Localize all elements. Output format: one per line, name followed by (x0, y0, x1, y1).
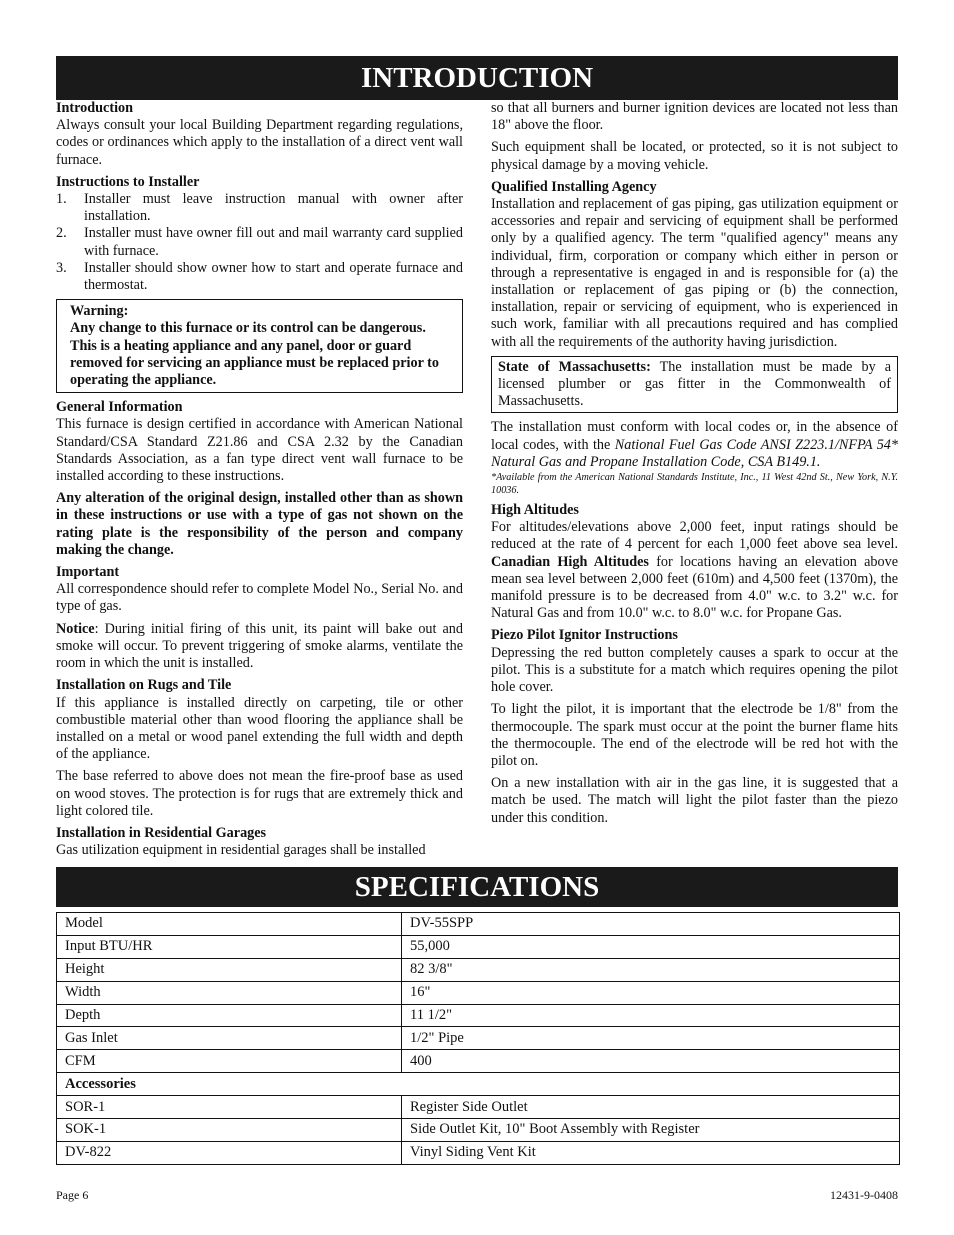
notice-label: Notice (56, 620, 95, 637)
spec-label: Input BTU/HR (57, 935, 402, 958)
piezo-text-2: To light the pilot, it is important that the electrode be 1/8" from the thermocouple. The spark must occur at the point the burner flame hits the thermocouple. The end of the electrode will be red hot with the pilot on. (491, 701, 898, 769)
general-text: This furnace is design certified in accordance with American National Standard/CSA Standard Z21.86 and CSA 2.32 by the Canadian Standards Association, as a fan type direct vent wall furnace to be installed according to these instructions. (56, 416, 463, 485)
garages-text-continued: so that all burners and burner ignition devices are located not less than 18" above the floor. (491, 100, 898, 134)
spec-value: 55,000 (402, 935, 900, 958)
garages-text-2: Such equipment shall be located, or protected, so it is not subject to physical damage by a moving vehicle. (491, 139, 898, 173)
rugs-text-2: The base referred to above does not mean the fire-proof base as used on wood stoves. The protection is for rugs that are extremely thick and light colored tile. (56, 768, 463, 819)
table-row (57, 935, 900, 958)
introduction-banner: INTRODUCTION (56, 56, 898, 100)
spec-label: Depth (57, 1004, 402, 1027)
list-number: 2. (56, 225, 67, 242)
rugs-heading: Installation on Rugs and Tile (56, 677, 232, 694)
rugs-text-1: If this appliance is installed directly on carpeting, tile or other combustible material other than wood flooring the appliance shall be installed on a metal or wood panel extending the full width and depth of the appliance. (56, 694, 463, 763)
altitudes-paragraph (491, 519, 898, 622)
introduction-text: Always consult your local Building Department regarding regulations, codes or ordinances which apply to the installation of a direct vent wall furnace. (56, 117, 463, 168)
spec-label: Model (57, 913, 402, 936)
accessory-code: SOK-1 (57, 1119, 402, 1142)
list-number: 3. (56, 259, 67, 276)
accessory-description: Register Side Outlet (402, 1096, 900, 1119)
table-row (57, 913, 900, 936)
spec-value: DV-55SPP (402, 913, 900, 936)
table-row (57, 1004, 900, 1027)
spec-label: Gas Inlet (57, 1027, 402, 1050)
canadian-label: Canadian High Altitudes (491, 553, 649, 570)
introduction-heading: Introduction (56, 100, 133, 116)
qualified-text: Installation and replacement of gas piping, gas utilization equipment or accessories and repair and servicing of equipment shall be performed only by a qualified agency. The term "qualified agency" means any individual, firm, corporation or company which either in person or through a representative is engaged in and is responsible for (a) the installation or replacement of gas piping or (b) the connection, installation, repair or servicing of equipment, who is experienced in such work, familiar with all precautions required and has complied with all the requirements of the authority having jurisdiction. (491, 196, 898, 350)
page-number: Page 6 (56, 1188, 89, 1202)
accessory-description: Side Outlet Kit, 10" Boot Assembly with Register (402, 1119, 900, 1142)
important-heading: Important (56, 564, 120, 581)
altitudes-text-2: for locations having an elevation above mean sea level between 2,000 feet (610m) and 4,500 feet (1370m), the manifold pressure is to be decreased from 4.0" w.c. to 3.2" w.c. for Natural Gas and from 10.0" w.c. to 8.0" w.c. for Propane Gas. (491, 553, 898, 622)
table-row (57, 958, 900, 981)
specifications-banner: SPECIFICATIONS (56, 867, 898, 907)
piezo-heading: Piezo Pilot Ignitor Instructions (491, 627, 678, 644)
list-item (56, 191, 463, 225)
spec-value: 11 1/2" (402, 1004, 900, 1027)
massachusetts-text: The installation must be made by a licensed plumber or gas fitter in the Commonwealth of Massachusetts. (498, 358, 891, 410)
notice-paragraph (56, 621, 463, 673)
installer-list (56, 191, 463, 294)
right-column (491, 100, 898, 832)
list-item (56, 225, 463, 259)
table-row (57, 1119, 900, 1142)
warning-box (56, 299, 463, 393)
alteration-text: Any alteration of the original design, installed other than as shown in these instructions or use with a type of gas not shown on the rating plate is the responsibility of the person and company making the change. (56, 490, 463, 558)
installer-heading: Instructions to Installer (56, 173, 200, 190)
accessory-code: DV-822 (57, 1141, 402, 1164)
table-row (57, 1050, 900, 1073)
piezo-text-1: Depressing the red button completely causes a spark to occur at the pilot. This is a substitute for a match which requires opening the pilot hole cover. (491, 644, 898, 696)
important-text: All correspondence should refer to complete Model No., Serial No. and type of gas. (56, 581, 463, 615)
list-text: Installer must have owner fill out and mail warranty card supplied with furnace. (84, 225, 463, 259)
table-row (57, 981, 900, 1004)
massachusetts-paragraph (498, 359, 891, 411)
accessories-heading: Accessories (57, 1073, 900, 1096)
table-row (57, 1073, 900, 1096)
altitudes-heading: High Altitudes (491, 502, 579, 519)
spec-label: Width (57, 981, 402, 1004)
table-row (57, 1141, 900, 1164)
spec-label: CFM (57, 1050, 402, 1073)
general-heading: General Information (56, 399, 183, 416)
accessory-code: SOR-1 (57, 1096, 402, 1119)
spec-label: Height (57, 958, 402, 981)
conform-paragraph (491, 419, 898, 471)
garages-text: Gas utilization equipment in residential garages shall be installed (56, 842, 426, 859)
piezo-text-3: On a new installation with air in the gas line, it is suggested that a match be used. The match will light the pilot faster than the piezo under this condition. (491, 775, 898, 826)
specifications-table (56, 912, 900, 1165)
footnote: *Available from the American National Standards Institute, Inc., 11 West 42nd St., New York, N.Y. 10036. (491, 472, 898, 497)
altitudes-text-1: For altitudes/elevations above 2,000 feet, input ratings should be reduced at the rate of 4 percent for each 1,000 feet above sea level. (491, 519, 898, 553)
spec-value: 16" (402, 981, 900, 1004)
conform-code: National Fuel Gas Code ANSI Z223.1/NFPA 54* Natural Gas and Propane Installation Code, CSA B149.1. (491, 436, 898, 470)
massachusetts-label: State of Massachusetts: (498, 358, 651, 375)
table-row (57, 1027, 900, 1050)
conform-text: The installation must conform with local codes or, in the absence of local codes, with the (491, 419, 898, 453)
notice-text: : During initial firing of this unit, its paint will bake out and smoke will occur. To prevent triggering of smoke alarms, ventilate the room in which the unit is installed. (56, 620, 463, 672)
table-row (57, 1096, 900, 1119)
spec-value: 1/2" Pipe (402, 1027, 900, 1050)
spec-value: 82 3/8" (402, 958, 900, 981)
spec-value: 400 (402, 1050, 900, 1073)
document-number: 12431-9-0408 (830, 1188, 898, 1202)
left-column (56, 100, 463, 864)
list-text: Installer must leave instruction manual with owner after installation. (84, 191, 463, 225)
list-number: 1. (56, 191, 67, 208)
warning-heading: Warning: (70, 303, 129, 320)
qualified-heading: Qualified Installing Agency (491, 178, 657, 195)
list-item (56, 260, 463, 294)
warning-text: Any change to this furnace or its control can be dangerous. This is a heating appliance and any panel, door or guard removed for servicing an appliance must be replaced prior to operating the appliance. (70, 320, 439, 389)
list-text: Installer should show owner how to start and operate furnace and thermostat. (84, 259, 463, 294)
garages-heading: Installation in Residential Garages (56, 824, 267, 841)
massachusetts-box (491, 356, 898, 414)
accessory-description: Vinyl Siding Vent Kit (402, 1141, 900, 1164)
